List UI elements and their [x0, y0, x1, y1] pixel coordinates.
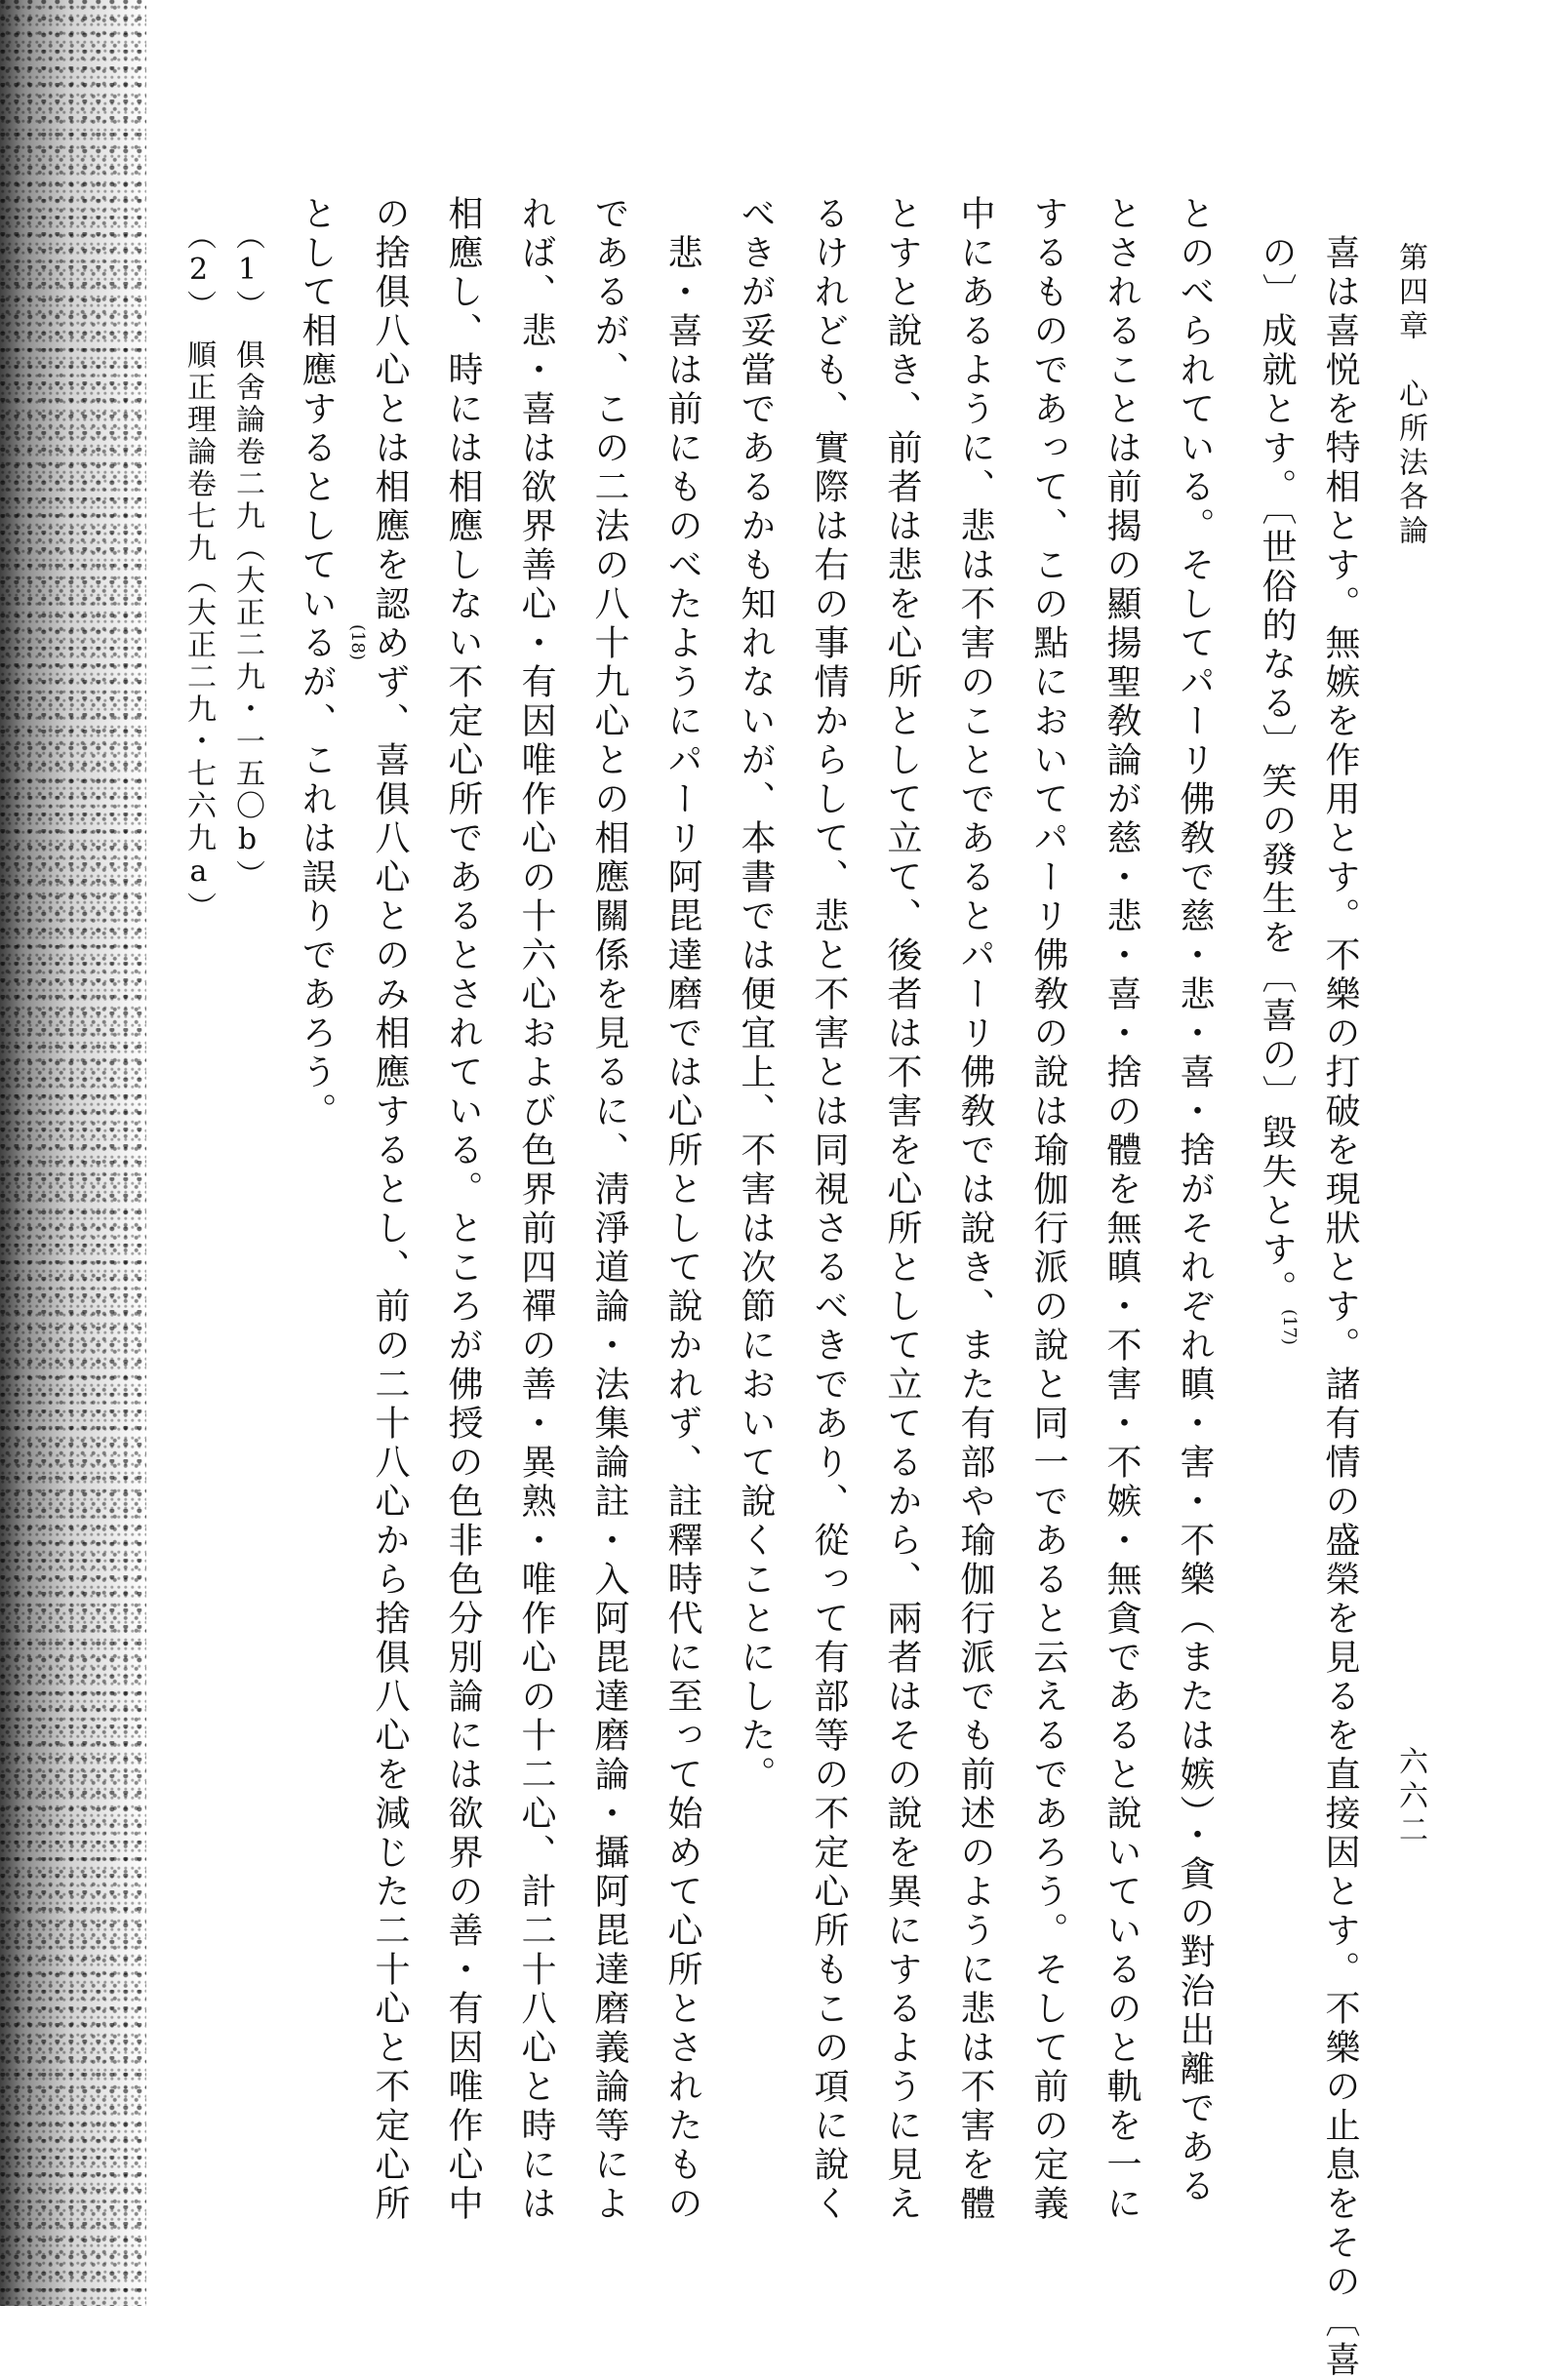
text-line-12: れば、悲・喜は欲界善心・有因唯作心の十六心および色界前四禪の善・異熟・唯作心の十二心、計二十八心と時には — [516, 195, 556, 2224]
text-line-3: とのべられている。そしてパーリ佛敎で慈・悲・喜・捨がそれぞれ瞋・害・不樂（または嫉）・貪の對治出離である — [1175, 195, 1215, 2206]
text-line-2 — [1259, 234, 1298, 1345]
text-line-10: 悲・喜は前にものべたようにパーリ阿毘達磨では心所として說かれず、註釋時代に至って始めて心所とされたもの — [662, 234, 702, 2224]
text-line-6: 中にあるように、悲は不害のことであるとパーリ佛敎では說き、また有部や瑜伽行派でも前述のように悲は不害を體 — [955, 195, 995, 2224]
text-line-1: 喜は喜悦を特相とす。無嫉を作用とす。不樂の打破を現狀とす。諸有情の盛榮を見るを直接因とす。不樂の止息をその〔喜 — [1320, 234, 1360, 2380]
text-line-5: するものであって、この點においてパーリ佛敎の說は瑜伽行派の說と同一であると云えるであろう。そして前の定義 — [1028, 195, 1068, 2224]
text-line-7: とすと說き、前者は悲を心所として立て、後者は不害を心所として立てるから、兩者はその說を異にするように見え — [882, 195, 922, 2224]
text-line-15 — [297, 195, 337, 1131]
page-number: 六六二 — [1393, 1746, 1427, 1848]
text-line-14: の捨俱八心とは相應を認めず、喜俱八心とのみ相應するとし、前の二十八心から捨俱八心を減じた二十心と不定心所 — [370, 195, 410, 2224]
running-head-chapter: 第四章 心所法各論 — [1393, 242, 1427, 549]
footnote-ref-17: (17) — [1279, 1309, 1300, 1345]
text-line-11: であるが、この二法の八十九心との相應關係を見るに、淸淨道論・法集論註・入阿毘達磨論・攝阿毘達磨義論等によ — [589, 195, 629, 2224]
text-line-8: るけれども、實際は右の事情からして、悲と不害とは同視さるべきであり、從って有部等の不定心所もこの項に說く — [809, 195, 849, 2224]
text-line-2-a: の〕成就とす。〔世俗的なる〕笑の發生を〔喜の〕毀失とす。 — [1257, 234, 1297, 1309]
text-line-4: とされることは前揭の顯揚聖敎論が慈・悲・喜・捨の體を無瞋・不害・不嫉・無貪であると說いているのと軌を一に — [1101, 195, 1141, 2224]
footnote-2: （2） 順正理論卷七九（大正二九・七六九a） — [181, 220, 216, 924]
footnote-ref-18: (18) — [347, 624, 368, 660]
footnote-ref-18-wrap — [327, 624, 366, 660]
scan-shadow-edge — [0, 0, 146, 2306]
text-line-13: 相應し、時には相應しない不定心所であるとされている。ところが佛授の色非色分別論には欲界の善・有因唯作心中 — [443, 195, 483, 2224]
footnote-1: （1） 俱舍論卷二九（大正二九・一五〇b） — [230, 220, 264, 892]
text-line-15-a: として相應するとしているが、これは誤りであろう。 — [297, 195, 337, 1131]
text-line-9: べきが妥當であるかも知れないが、本書では便宜上、不害は次節において說くことにした。 — [736, 195, 776, 1795]
